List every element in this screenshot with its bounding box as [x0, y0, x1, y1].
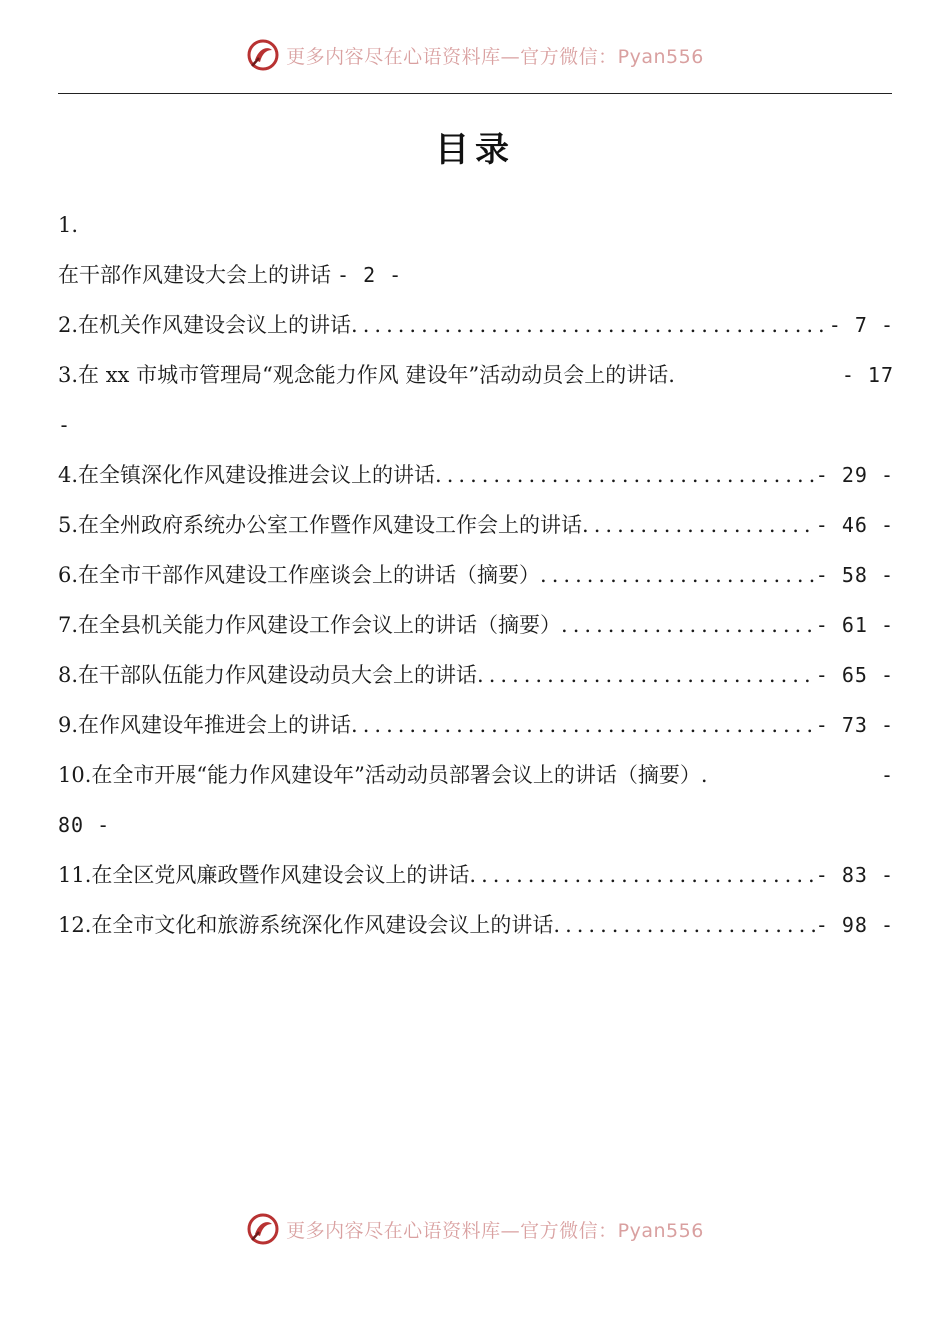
- toc-entry-page: - 29 -: [815, 463, 894, 487]
- toc-entry-8[interactable]: [58, 650, 894, 700]
- toc-entry-page: - 73 -: [815, 713, 894, 737]
- toc-entry-4[interactable]: [58, 450, 894, 500]
- toc-entry-page: - 46 -: [815, 513, 894, 537]
- toc-dot-leader: [553, 900, 815, 950]
- header-banner: [0, 38, 950, 72]
- toc-dot-leader: [351, 300, 829, 350]
- toc-entry-1-number-line[interactable]: [58, 200, 894, 250]
- toc-entry-title: 4.在全镇深化作风建设推进会议上的讲话: [58, 463, 436, 487]
- toc-entry-number: 1.: [58, 213, 79, 237]
- brand-logo-icon: [246, 1212, 280, 1246]
- toc-entry-title: 6.在全市干部作风建设工作座谈会上的讲话（摘要）: [58, 563, 541, 587]
- toc-entry-title: 3.在 xx 市城市管理局“观念能力作风 建设年”活动动员会上的讲话.: [58, 363, 675, 387]
- toc-entry-title: 11.在全区党风廉政暨作风建设会议上的讲话: [58, 863, 470, 887]
- toc-dot-leader: [561, 600, 816, 650]
- header-banner-text: 更多内容尽在心语资料库—官方微信：Pyan556: [286, 45, 704, 68]
- toc-entry-title: 8.在干部队伍能力作风建设动员大会上的讲话: [58, 663, 478, 687]
- toc-entry-title: 5.在全州政府系统办公室工作暨作风建设工作会上的讲话: [58, 513, 583, 537]
- toc-entry-page: - 17: [841, 363, 894, 387]
- header-divider: [58, 93, 892, 94]
- toc-dot-leader: [469, 850, 815, 900]
- toc-entry-page: - 65 -: [815, 663, 894, 687]
- toc-entry-title: 10.在全市开展“能力作风建设年”活动动员部署会议上的讲话（摘要）.: [58, 763, 708, 787]
- toc-entry-title: 2.在机关作风建设会议上的讲话: [58, 313, 352, 337]
- toc-dot-leader: [477, 650, 816, 700]
- toc-entry-page-wrap: 80 -: [58, 813, 111, 837]
- toc-entry-title: 9.在作风建设年推进会上的讲话: [58, 713, 352, 737]
- toc-entry-page: - 98 -: [815, 913, 894, 937]
- toc-entry-3[interactable]: [58, 350, 894, 400]
- toc-entry-2[interactable]: [58, 300, 894, 350]
- toc-entry-page: - 83 -: [815, 863, 894, 887]
- toc-entry-title: 7.在全县机关能力作风建设工作会议上的讲话（摘要）: [58, 613, 562, 637]
- toc-entry-3-wrap: [58, 400, 894, 450]
- footer-banner: [0, 1212, 950, 1246]
- toc-entry-9[interactable]: [58, 700, 894, 750]
- toc-entry-page: -: [880, 763, 894, 787]
- brand-logo-icon: [246, 38, 280, 72]
- table-of-contents: [58, 200, 894, 950]
- header-wechat-id: Pyan556: [617, 45, 704, 68]
- toc-entry-page-wrap: -: [58, 413, 72, 437]
- toc-entry-title: 12.在全市文化和旅游系统深化作风建设会议上的讲话: [58, 913, 554, 937]
- toc-entry-10-wrap: [58, 800, 894, 850]
- toc-dot-leader: [582, 500, 816, 550]
- toc-entry-6[interactable]: [58, 550, 894, 600]
- toc-entry-12[interactable]: [58, 900, 894, 950]
- page-title: 目录: [435, 130, 515, 170]
- toc-entry-5[interactable]: [58, 500, 894, 550]
- toc-entry-10[interactable]: [58, 750, 894, 800]
- toc-dot-leader: [351, 700, 816, 750]
- toc-entry-page: - 61 -: [815, 613, 894, 637]
- toc-entry-page: - 7 -: [828, 313, 894, 337]
- toc-dot-leader: [435, 450, 816, 500]
- footer-banner-text: 更多内容尽在心语资料库—官方微信：Pyan556: [286, 1219, 704, 1242]
- toc-entry-page: - 2 -: [337, 263, 403, 287]
- toc-entry-11[interactable]: [58, 850, 894, 900]
- toc-dot-leader: [540, 550, 816, 600]
- toc-entry-1[interactable]: [58, 250, 894, 300]
- toc-entry-title: 在干部作风建设大会上的讲话: [58, 263, 331, 287]
- toc-entry-7[interactable]: [58, 600, 894, 650]
- toc-entry-page: - 58 -: [815, 563, 894, 587]
- footer-wechat-id: Pyan556: [617, 1219, 704, 1242]
